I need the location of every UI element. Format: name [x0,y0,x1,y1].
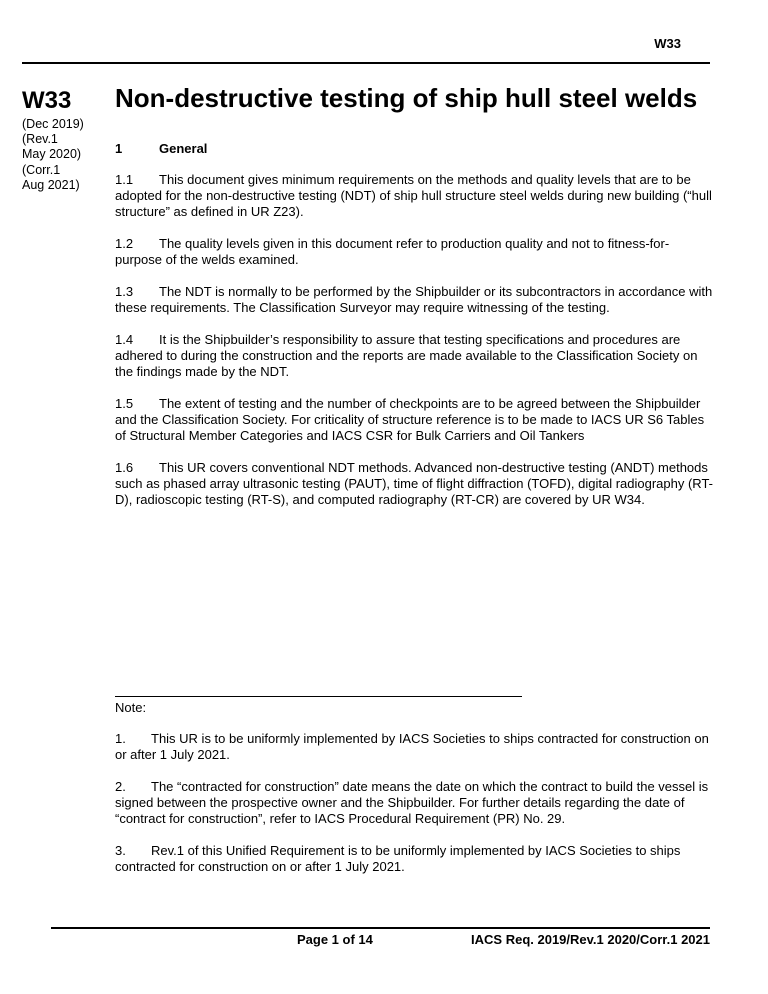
body-text [115,172,715,524]
footer-reference: IACS Req. 2019/Rev.1 2020/Corr.1 2021 [471,932,710,947]
section-heading [115,141,207,156]
paragraph-number: 1.4 [115,332,134,347]
revision-history [22,117,84,193]
paragraph-number: 1.2 [115,236,134,251]
note-item [115,779,715,827]
note-item [115,731,715,763]
page-number: Page 1 of 14 [297,932,373,947]
note-title: Note: [115,700,147,715]
revision-line: (Dec 2019) [22,117,84,131]
section-number: 1 [115,141,123,156]
revision-line: May 2020) [22,147,82,162]
side-code: W33 [22,87,72,114]
footer-rule [51,927,710,929]
note-text: Rev.1 of this Unified Requirement is to be uniformly implemented by IACS Societies to ships contracted for construction on or after 1 July 2021. [115,843,681,874]
note-number: 2. [115,779,126,794]
paragraph-text: It is the Shipbuilder’s responsibility to assure that testing specifications and procedures are adhered to during the construction and the reports are made available to the Classification Society on the findings made by the NDT. [115,332,698,379]
note-text: This UR is to be uniformly implemented by IACS Societies to ships contracted for construction on or after 1 July 2021. [115,731,709,762]
paragraph [115,284,715,316]
paragraph-number: 1.3 [115,284,134,299]
section-title: General [159,141,208,156]
paragraph [115,460,715,508]
paragraph [115,172,715,220]
note-number: 3. [115,843,126,858]
paragraph-number: 1.1 [115,172,134,187]
paragraph-text: The extent of testing and the number of checkpoints are to be agreed between the Shipbuilder and the Classification Society. For criticality of structure reference is to be made to IACS UR S6 Tables of Structural Member Categories and IACS CSR for Bulk Carriers and Oil Tankers [115,396,705,443]
paragraph-number: 1.5 [115,396,134,411]
header-code: W33 [654,36,681,51]
revision-line: Aug 2021) [22,177,80,192]
note-rule [115,696,522,697]
revision-line: (Rev.1 [22,132,58,147]
notes [115,731,715,891]
paragraph-text: The NDT is normally to be performed by the Shipbuilder or its subcontractors in accordance with these requirements. The Classification Surveyor may require witnessing of the testing. [115,284,713,315]
paragraph-number: 1.6 [115,460,134,475]
note-text: The “contracted for construction” date means the date on which the contract to build the vessel is signed between the prospective owner and the Shipbuilder. For further details regarding the date of “contract for construction”, refer to IACS Procedural Requirement (PR) No. 29. [115,779,709,826]
paragraph-text: This document gives minimum requirements on the methods and quality levels that are to be adopted for the non-destructive testing (NDT) of ship hull structure steel welds during new building (“hull structure” as defined in UR Z23). [115,172,712,219]
paragraph [115,236,715,268]
revision-line: (Corr.1 [22,162,61,177]
paragraph [115,332,715,380]
paragraph-text: The quality levels given in this document refer to production quality and not to fitness-for-purpose of the welds examined. [115,236,670,267]
note-item [115,843,715,875]
note-number: 1. [115,731,126,746]
paragraph-text: This UR covers conventional NDT methods. Advanced non-destructive testing (ANDT) methods such as phased array ultrasonic testing (PAUT), time of flight diffraction (TOFD), digital radiography (RT-D), radioscopic testing (RT-S), and computed radiography (RT-CR) are covered by UR W34. [115,460,713,507]
document-title: Non-destructive testing of ship hull steel welds [115,83,698,113]
header-rule [22,62,710,64]
paragraph [115,396,715,444]
